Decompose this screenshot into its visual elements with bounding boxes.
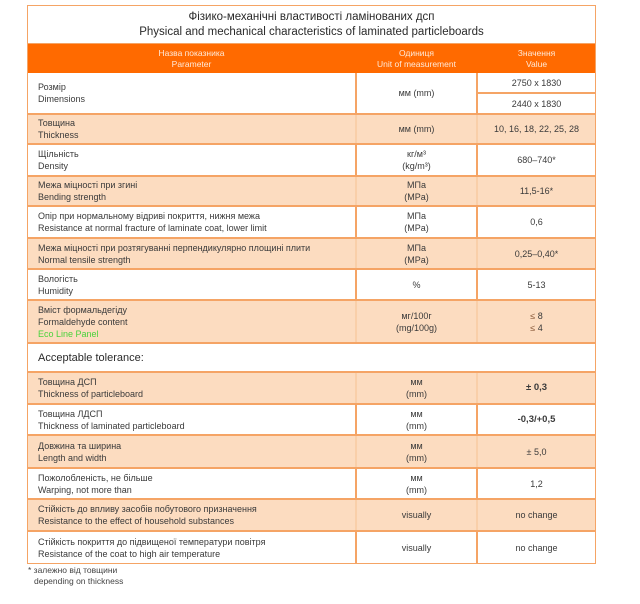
table-row-humidity: Вологість Humidity % 5-13 [28, 268, 595, 299]
title-en: Physical and mechanical characteristics of laminated particleboards [139, 26, 484, 38]
table-row-temperature-resistance: Стійкість покриття до підвищеної температури повітря Resistance of the coat to high air temperature visually no change [28, 530, 595, 563]
header-parameter: Назва показника Parameter [158, 47, 225, 69]
table-row-dimensions: Розмір Dimensions мм (mm) 2750 x 1830 2440 x 1830 [28, 73, 595, 113]
header-unit: Одиниця Unit of measurement [377, 47, 456, 69]
table-row-warping: Пожолобленість, не більше Warping, not more than мм (mm) 1,2 [28, 467, 595, 498]
tolerance-heading: Acceptable tolerance: [38, 351, 144, 364]
footnote: * залежно від товщини depending on thickness [28, 565, 124, 586]
table-row-fracture-resistance: Опір при нормальному відриві покриття, нижня межа Resistance at normal fracture of laminate coat, lower limit МПа (MPa) 0,6 [28, 205, 595, 237]
title-uk: Фізико-механічні властивості ламінованих дсп [188, 11, 435, 23]
table-row-particleboard-thickness: Товщина ДСП Thickness of particleboard мм (mm) ± 0,3 [28, 371, 595, 403]
table-row-thickness: Товщина Thickness мм (mm) 10, 16, 18, 22, 25, 28 [28, 113, 595, 143]
header-value: Значення Value [517, 47, 556, 69]
table-title [28, 6, 595, 44]
dimension-value-1: 2750 x 1830 [511, 77, 562, 88]
table-header [28, 44, 595, 73]
dimension-value-2: 2440 x 1830 [478, 92, 595, 113]
less-equal-icon: ≤ [530, 310, 536, 321]
table-row-laminated-thickness: Товщина ЛДСП Thickness of laminated particleboard мм (mm) -0,3/+0,5 [28, 403, 595, 434]
characteristics-table [27, 5, 596, 564]
eco-line-label: Eco Line Panel [38, 328, 99, 339]
table-row-length-width: Довжина та ширина Length and width мм (mm) ± 5,0 [28, 434, 595, 467]
table-row-bending-strength: Межа міцності при згині Bending strength МПа (MPa) 11,5-16* [28, 175, 595, 205]
table-row-density: Щільність Density кг/м³ (kg/m³) 680–740* [28, 143, 595, 175]
table-row-formaldehyde: Вміст формальдегіду Formaldehyde content Eco Line Panel мг/100г (mg/100g) ≤ 8 ≤ 4 [28, 299, 595, 342]
table-row-tensile-strength: Межа міцності при розтягуванні перпендикулярно площині плити Normal tensile strength МПа (MPa) 0,25–0,40* [28, 237, 595, 268]
table-row-household-resistance: Стійкість до впливу засобів побутового призначення Resistance to the effect of household substances visually no change [28, 498, 595, 530]
tolerance-heading-row [28, 342, 595, 371]
less-equal-icon: ≤ [530, 322, 536, 333]
